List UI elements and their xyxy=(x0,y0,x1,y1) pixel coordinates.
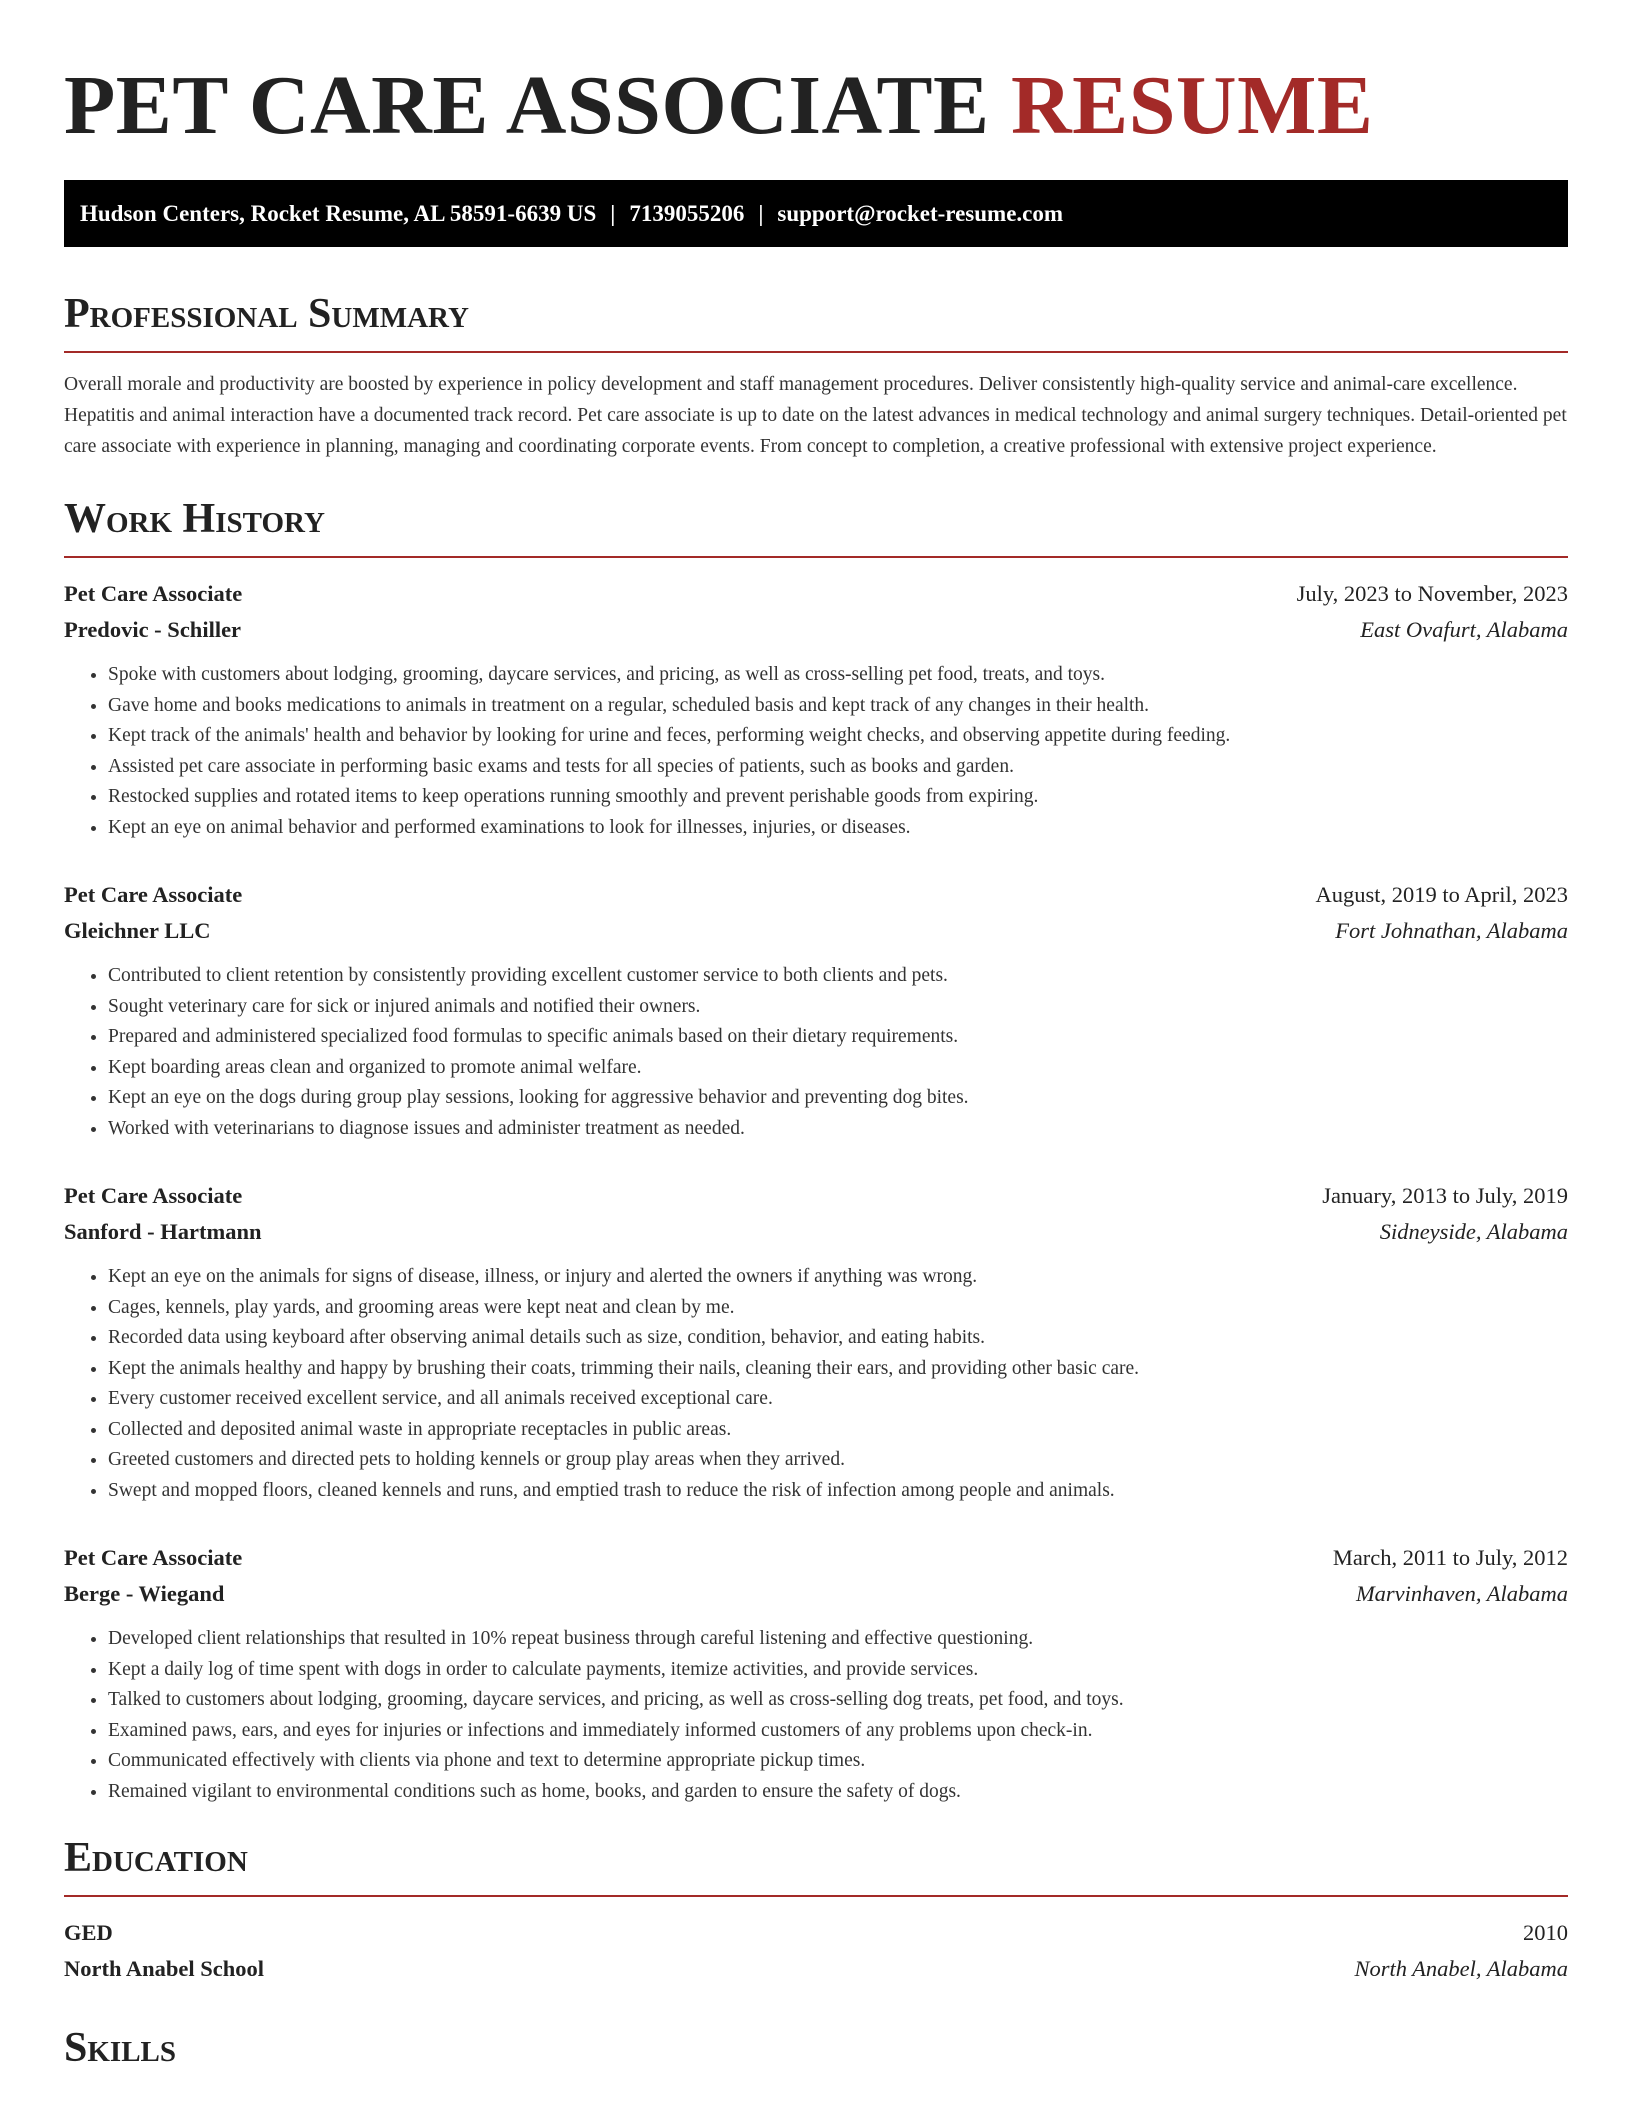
job-duty: • Examined paws, ears, and eyes for injuries or infections and immediately informed customers of any problems upon check-in. xyxy=(108,1716,1568,1747)
job-dates: August, 2019 to April, 2023 xyxy=(1315,882,1568,907)
job-duty: • Communicated effectively with clients via phone and text to determine appropriate pickup times. xyxy=(108,1746,1568,1777)
job-duty: • Sought veterinary care for sick or injured animals and notified their owners. xyxy=(108,992,1568,1023)
job-duty: • Kept track of the animals' health and behavior by looking for urine and feces, performing weight checks, and observing appetite during feeding. xyxy=(108,721,1568,752)
contact-bar xyxy=(64,180,1568,247)
education-year: 2010 xyxy=(1523,1920,1568,1945)
contact-phone: 7139055206 xyxy=(629,200,745,226)
job-duty: • Kept an eye on the dogs during group play sessions, looking for aggressive behavior and preventing dog bites. xyxy=(108,1083,1568,1114)
job-duty: • Cages, kennels, play yards, and grooming areas were kept neat and clean by me. xyxy=(108,1293,1568,1324)
education-entry xyxy=(64,1915,1568,1987)
education-location: North Anabel, Alabama xyxy=(1354,1956,1568,1981)
job-duty: • Collected and deposited animal waste in appropriate receptacles in public areas. xyxy=(108,1415,1568,1446)
job-entry xyxy=(64,1540,1568,1807)
job-company: Berge - Wiegand xyxy=(64,1581,225,1606)
education-degree: GED xyxy=(64,1920,113,1945)
job-duty: • Kept boarding areas clean and organized to promote animal welfare. xyxy=(108,1053,1568,1084)
work-history-heading: Work History xyxy=(64,496,325,542)
job-duty: • Gave home and books medications to animals in treatment on a regular, scheduled basis and kept track of any changes in their health. xyxy=(108,691,1568,722)
job-duty: • Kept a daily log of time spent with dogs in order to calculate payments, itemize activities, and provide services. xyxy=(108,1655,1568,1686)
job-dates: July, 2023 to November, 2023 xyxy=(1296,581,1568,606)
job-duty: • Talked to customers about lodging, grooming, daycare services, and pricing, as well as cross-selling dog treats, pet food, and toys. xyxy=(108,1685,1568,1716)
job-entry xyxy=(64,1178,1568,1506)
section-divider xyxy=(64,1895,1568,1897)
job-duty: • Kept an eye on the animals for signs of disease, illness, or injury and alerted the owners if anything was wrong. xyxy=(108,1262,1568,1293)
job-location: Fort Johnathan, Alabama xyxy=(1335,918,1568,943)
job-dates: March, 2011 to July, 2012 xyxy=(1332,1545,1568,1570)
contact-email: support@rocket-resume.com xyxy=(777,200,1064,226)
job-duty: • Every customer received excellent service, and all animals received exceptional care. xyxy=(108,1384,1568,1415)
job-duties xyxy=(64,1624,1568,1807)
job-duty: • Recorded data using keyboard after observing animal details such as size, condition, behavior, and eating habits. xyxy=(108,1323,1568,1354)
job-title: Pet Care Associate xyxy=(64,581,243,606)
job-duty: • Restocked supplies and rotated items to keep operations running smoothly and prevent perishable goods from expiring. xyxy=(108,782,1568,813)
title-accent: RESUME xyxy=(1011,59,1374,152)
job-title: Pet Care Associate xyxy=(64,882,243,907)
job-duty: • Swept and mopped floors, cleaned kennels and runs, and emptied trash to reduce the risk of infection among people and animals. xyxy=(108,1476,1568,1507)
job-location: Marvinhaven, Alabama xyxy=(1355,1581,1568,1606)
contact-separator: | xyxy=(758,200,764,226)
job-dates: January, 2013 to July, 2019 xyxy=(1322,1183,1568,1208)
job-entry xyxy=(64,877,1568,1144)
education-section xyxy=(64,1837,1568,1987)
job-duty: • Developed client relationships that resulted in 10% repeat business through careful listening and effective questioning. xyxy=(108,1624,1568,1655)
job-duty: • Kept the animals healthy and happy by brushing their coats, trimming their nails, cleaning their ears, and providing other basic care. xyxy=(108,1354,1568,1385)
job-entry xyxy=(64,576,1568,843)
job-company: Predovic - Schiller xyxy=(64,617,242,642)
education-school: North Anabel School xyxy=(64,1956,265,1981)
job-location: Sidneyside, Alabama xyxy=(1379,1219,1568,1244)
job-duty: • Prepared and administered specialized food formulas to specific animals based on their dietary requirements. xyxy=(108,1022,1568,1053)
section-divider xyxy=(64,351,1568,353)
job-duties xyxy=(64,660,1568,843)
job-company: Sanford - Hartmann xyxy=(64,1219,262,1244)
job-duties xyxy=(64,961,1568,1144)
summary-heading: Professional Summary xyxy=(64,291,469,337)
summary-text: Overall morale and productivity are boosted by experience in policy development and staff management procedures. Deliver consistently high-quality service and animal-care excellence. Hepatitis and animal interaction have a documented track record. Pet care associate is up to date on the latest advances in medical technology and animal surgery techniques. Detail-oriented pet care associate with experience in planning, managing and coordinating corporate events. From concept to completion, a creative professional with extensive project experience. xyxy=(64,374,1567,457)
job-duties xyxy=(64,1262,1568,1506)
resume-title xyxy=(64,59,1568,152)
education-heading: Education xyxy=(64,1835,248,1881)
job-duty: • Greeted customers and directed pets to holding kennels or group play areas when they arrived. xyxy=(108,1445,1568,1476)
skills-section xyxy=(64,2027,1568,2069)
job-duty: • Kept an eye on animal behavior and performed examinations to look for illnesses, injuries, or diseases. xyxy=(108,813,1568,844)
job-title: Pet Care Associate xyxy=(64,1545,243,1570)
job-title: Pet Care Associate xyxy=(64,1183,243,1208)
work-history-section xyxy=(64,498,1568,1807)
contact-separator: | xyxy=(610,200,616,226)
job-duty: • Worked with veterinarians to diagnose issues and administer treatment as needed. xyxy=(108,1114,1568,1145)
title-main: PET CARE ASSOCIATE xyxy=(64,59,990,152)
skills-heading: Skills xyxy=(64,2025,177,2071)
job-duty: • Contributed to client retention by consistently providing excellent customer service to both clients and pets. xyxy=(108,961,1568,992)
job-company: Gleichner LLC xyxy=(64,918,211,943)
job-duty: • Remained vigilant to environmental conditions such as home, books, and garden to ensure the safety of dogs. xyxy=(108,1777,1568,1808)
summary-section xyxy=(64,293,1568,462)
job-location: East Ovafurt, Alabama xyxy=(1360,617,1568,642)
job-duty: • Assisted pet care associate in performing basic exams and tests for all species of patients, such as books and garden. xyxy=(108,752,1568,783)
job-duty: • Spoke with customers about lodging, grooming, daycare services, and pricing, as well as cross-selling pet food, treats, and toys. xyxy=(108,660,1568,691)
section-divider xyxy=(64,556,1568,558)
contact-address: Hudson Centers, Rocket Resume, AL 58591-6639 US xyxy=(80,200,597,226)
